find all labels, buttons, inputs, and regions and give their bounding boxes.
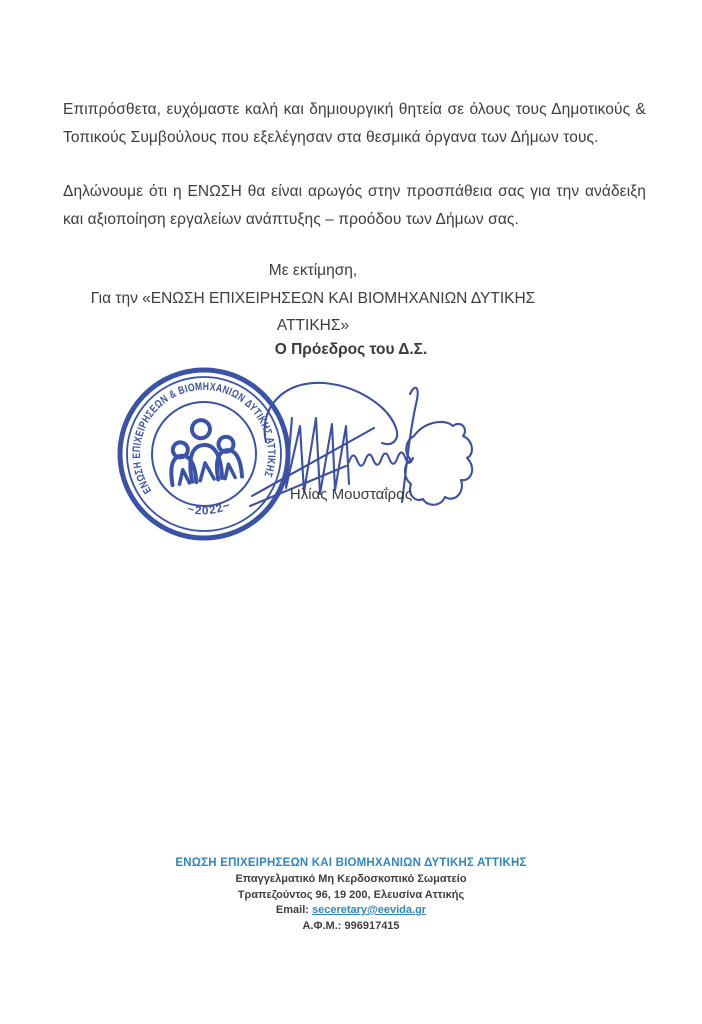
closing-salutation: Με εκτίμηση,: [268, 262, 358, 279]
footer-tax-line: [0, 919, 702, 935]
stamp-year-text: ~2022~: [186, 499, 233, 518]
footer-email-line: [0, 903, 702, 919]
signatory-name: Ηλίας Μουσταΐρας: [289, 486, 413, 503]
footer-tax-id: 996917415: [344, 919, 400, 932]
body-paragraph-2: Δηλώνουμε ότι η ΕΝΩΣΗ θα είναι αρωγός στην προσπάθεια σας για την ανάδειξη και αξιοποίηση εργαλείων ανάπτυξης – προόδου των Δήμων σας.: [63, 183, 646, 228]
footer-block: [0, 855, 702, 934]
footer-org-name: ΕΝΩΣΗ ΕΠΙΧΕΙΡΗΣΕΩΝ ΚΑΙ ΒΙΟΜΗΧΑΝΙΩΝ ΔΥΤΙΚΗΣ ΑΤΤΙΚΗΣ: [175, 857, 527, 869]
footer-email-link[interactable]: seceretary@eevida.gr: [312, 904, 427, 916]
stamp-ring-text: ΕΝΩΣΗ ΕΠΙΧΕΙΡΗΣΕΩΝ & ΒΙΟΜΗΧΑΝΙΩΝ ΔΥΤΙΚΗΣ ΑΤΤΙΚΗΣ: [130, 380, 278, 496]
closing-block: [63, 257, 563, 340]
footer-tax-label: Α.Φ.Μ.:: [302, 919, 342, 932]
footer-email-label: Email:: [275, 904, 309, 916]
footer-org-type: Επαγγελματικό Μη Κερδοσκοπικό Σωματείο: [235, 873, 467, 885]
signatory-title: Ο Πρόεδρος του Δ.Σ.: [274, 341, 428, 358]
body-paragraph-1: Επιπρόσθετα, ευχόμαστε καλή και δημιουργική θητεία σε όλους τους Δημοτικούς & Τοπικούς Συμβούλους που εξελέγησαν στα θεσμικά όργανα των Δήμων τους.: [63, 101, 646, 146]
people-icon: [165, 416, 242, 485]
footer-address: Τραπεζούντος 96, 19 200, Ελευσίνα Αττικής: [237, 888, 465, 901]
closing-on-behalf: Για την «ΕΝΩΣΗ ΕΠΙΧΕΙΡΗΣΕΩΝ ΚΑΙ ΒΙΟΜΗΧΑΝΙΩΝ ΔΥΤΙΚΗΣ ΑΤΤΙΚΗΣ»: [90, 289, 536, 334]
